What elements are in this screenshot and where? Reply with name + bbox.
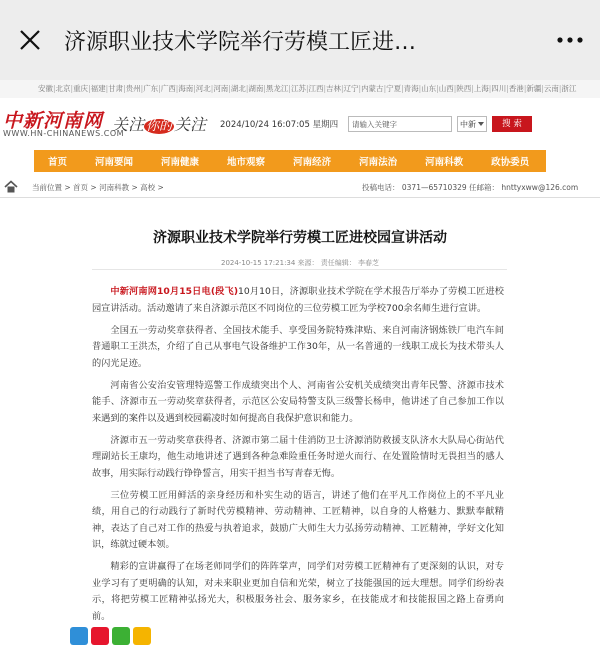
province-link[interactable]: 河北 [195,84,211,93]
nav-item[interactable]: 河南健康 [161,157,200,168]
share-bar [70,627,151,645]
separator: | [383,84,387,93]
province-link[interactable]: 福建 [90,84,106,93]
separator: | [123,84,126,93]
separator: | [488,84,492,93]
site-header [0,98,600,144]
province-link[interactable]: 湖南 [248,84,264,93]
weibo-icon[interactable] [91,627,109,645]
more-options-button[interactable] [540,0,600,80]
paragraph-text: 精彩的宣讲赢得了在场老师同学们的阵阵掌声，同学们对劳模工匠精神有了更深刻的认识，对专业学习有了更明确的认知，对未来职业更加自信和光荣，树立了技能强国的远大理想。同学们纷纷表示，将把劳模工匠精神弘扬光大，积极服务社会、服务家乡，在技能成才和技能报国之路上奋勇向前。 [92,561,504,622]
paragraph-text: 济源市五一劳动奖章获得者、济源市第二届十佳消防卫士济源消防救援支队济水大队局心街站代理副站长王康均，他生动地讲述了遇到各种急难险重任务时逆火而行、在处置险情时无畏担当的感人故事，用实际行动践行铮铮誓言，用实干担当书写青春无悔。 [92,434,504,479]
close-icon [19,29,41,51]
slogan-highlight: 你的 [146,119,173,134]
province-link[interactable]: 宁夏 [386,84,402,93]
breadcrumb-bar [0,176,600,198]
qzone-icon[interactable] [133,627,151,645]
province-link[interactable]: 江苏 [290,84,306,93]
separator: | [70,84,74,93]
separator: | [323,84,326,93]
nav-item[interactable]: 政协委员 [491,157,530,168]
separator: | [288,84,291,93]
site-logo-url: WWW.HN-CHINANEWS.COM [3,129,125,138]
chevron-down-icon [478,122,484,126]
main-nav [34,150,596,172]
separator: | [228,84,231,93]
close-button[interactable] [0,0,60,80]
province-link[interactable]: 上海 [473,84,489,93]
separator: | [418,84,422,93]
paragraph-text: 全国五一劳动奖章获得者、全国技术能手、享受国务院特殊津贴、来自河南济钢炼铁厂电汽车间普通职工王洪杰，介绍了自己从事电气设备维护工作30年，从一名普通的一线职工成长为技术带头人的闪光足迹。 [92,324,504,369]
province-link[interactable]: 四川 [491,84,507,93]
nav-item[interactable]: 首页 [48,157,68,168]
article-paragraph [92,433,504,483]
plus-share-icon[interactable] [70,627,88,645]
province-link[interactable]: 山东 [421,84,437,93]
province-links [0,80,600,98]
nav-item[interactable]: 河南要闻 [95,157,134,168]
page-title: 济源职业技术学院举行劳模工匠进… [64,29,417,55]
separator: | [175,84,179,93]
separator: | [523,84,527,93]
slogan-part: 关注 [174,115,207,134]
province-link[interactable]: 重庆 [73,84,89,93]
article-paragraph [92,284,504,317]
breadcrumb[interactable]: 当前位置 > 首页 > 河南科教 > 高校 > [32,183,164,192]
province-link[interactable]: 甘肃 [108,84,124,93]
separator: | [263,84,266,93]
divider [92,269,507,270]
search-scope-value: 中新 [460,119,476,129]
separator: | [506,84,509,93]
current-datetime: 2024/10/24 16:07:05 星期四 [220,120,339,130]
separator: | [436,84,439,93]
site-slogan [112,112,206,135]
nav-item[interactable]: 河南法治 [359,157,398,168]
article-paragraph [92,559,504,625]
article-lead: 中新河南网10月15日电(段飞) [110,286,239,297]
wechat-icon[interactable] [112,627,130,645]
article-paragraph [92,323,504,373]
site-logo[interactable]: 中新河南网 [3,110,104,132]
search-scope-select[interactable] [457,116,487,132]
nav-item[interactable]: 河南经济 [293,157,332,168]
separator: | [210,84,214,93]
article-body [92,284,504,631]
separator: | [88,84,91,93]
province-link[interactable]: 新疆 [526,84,542,93]
province-link[interactable]: 贵州 [125,84,141,93]
slogan-part: 关注 [112,115,145,134]
province-link[interactable]: 云南 [543,84,559,93]
province-link[interactable]: 陕西 [456,84,472,93]
nav-item[interactable]: 河南科教 [425,157,464,168]
separator: | [53,84,56,93]
separator: | [158,84,161,93]
province-link[interactable]: 浙江 [561,84,577,93]
province-link[interactable]: 广东 [143,84,159,93]
paragraph-text: 10月10日，济源职业技术学院在学术报告厅举办了劳模工匠进校园宣讲活动。活动邀请了来自济源示范区不同岗位的三位劳模工匠为学校700余名师生进行宣讲。 [92,286,504,314]
province-link[interactable]: 内蒙古 [361,84,384,93]
province-link[interactable]: 安徽 [38,84,53,93]
separator: | [341,84,344,93]
contact-info: 投稿电话： 0371—65710329 任邮箱： hnttyxww@126.com [362,183,579,192]
article-meta-text: 2024-10-15 17:21:34 来源： 责任编辑： 李春芝 [220,259,380,267]
province-link[interactable]: 北京 [55,84,71,93]
province-link[interactable]: 江西 [308,84,324,93]
separator: | [558,84,562,93]
search-input[interactable]: 请输入关键字 [348,116,452,132]
more-dots-icon [557,36,583,44]
article-paragraph [92,378,504,428]
province-link[interactable]: 青海 [403,84,419,93]
nav-item[interactable]: 地市观察 [227,157,266,168]
province-link[interactable]: 黑龙江 [265,84,289,93]
home-icon[interactable] [4,180,18,194]
paragraph-text: 河南省公安治安管理特巡警工作成绩突出个人、河南省公安机关成绩突出青年民警、济源市技术能手、济源市五一劳动奖章获得者，示范区公安局特警支队三级警长杨申，他讲述了自己参加工作以来遇到的案件以及遇到校园霸凌时如何提高自我保护意识和能力。 [92,379,504,424]
separator: | [453,84,457,93]
separator: | [401,84,404,93]
province-link[interactable]: 湖北 [230,84,246,93]
separator: | [471,84,474,93]
article-paragraph [92,488,504,554]
separator: | [105,84,109,93]
browser-top-bar [0,0,600,80]
separator: | [541,84,544,93]
search-button[interactable]: 搜 索 [492,116,532,132]
province-link[interactable]: 吉林 [326,84,341,93]
article-meta [0,258,600,268]
province-link[interactable]: 香港 [508,84,524,93]
separator: | [245,84,249,93]
province-link[interactable]: 山西 [438,84,454,93]
paragraph-text: 三位劳模工匠用鲜活的亲身经历和朴实生动的语言，讲述了他们在平凡工作岗位上的不平凡业绩，用自己的行动践行了新时代劳模精神、劳动精神、工匠精神，以自身的人格魅力、默默奉献精神，表达了自己对工作的热爱与执着追求，鼓励广大师生大力弘扬劳动精神、工匠精神，学好文化知识，练就过硬本领。 [92,489,504,550]
province-link[interactable]: 河南 [213,84,229,93]
province-link[interactable]: 辽宁 [343,84,359,93]
separator: | [193,84,196,93]
nav-item[interactable]: 聚焦中原 [557,157,596,168]
province-link[interactable]: 海南 [178,84,194,93]
article-title: 济源职业技术学院举行劳模工匠进校园宣讲活动 [153,230,447,246]
separator: | [358,84,362,93]
province-link[interactable]: 广西 [160,84,176,93]
separator: | [305,84,309,93]
separator: | [140,84,144,93]
